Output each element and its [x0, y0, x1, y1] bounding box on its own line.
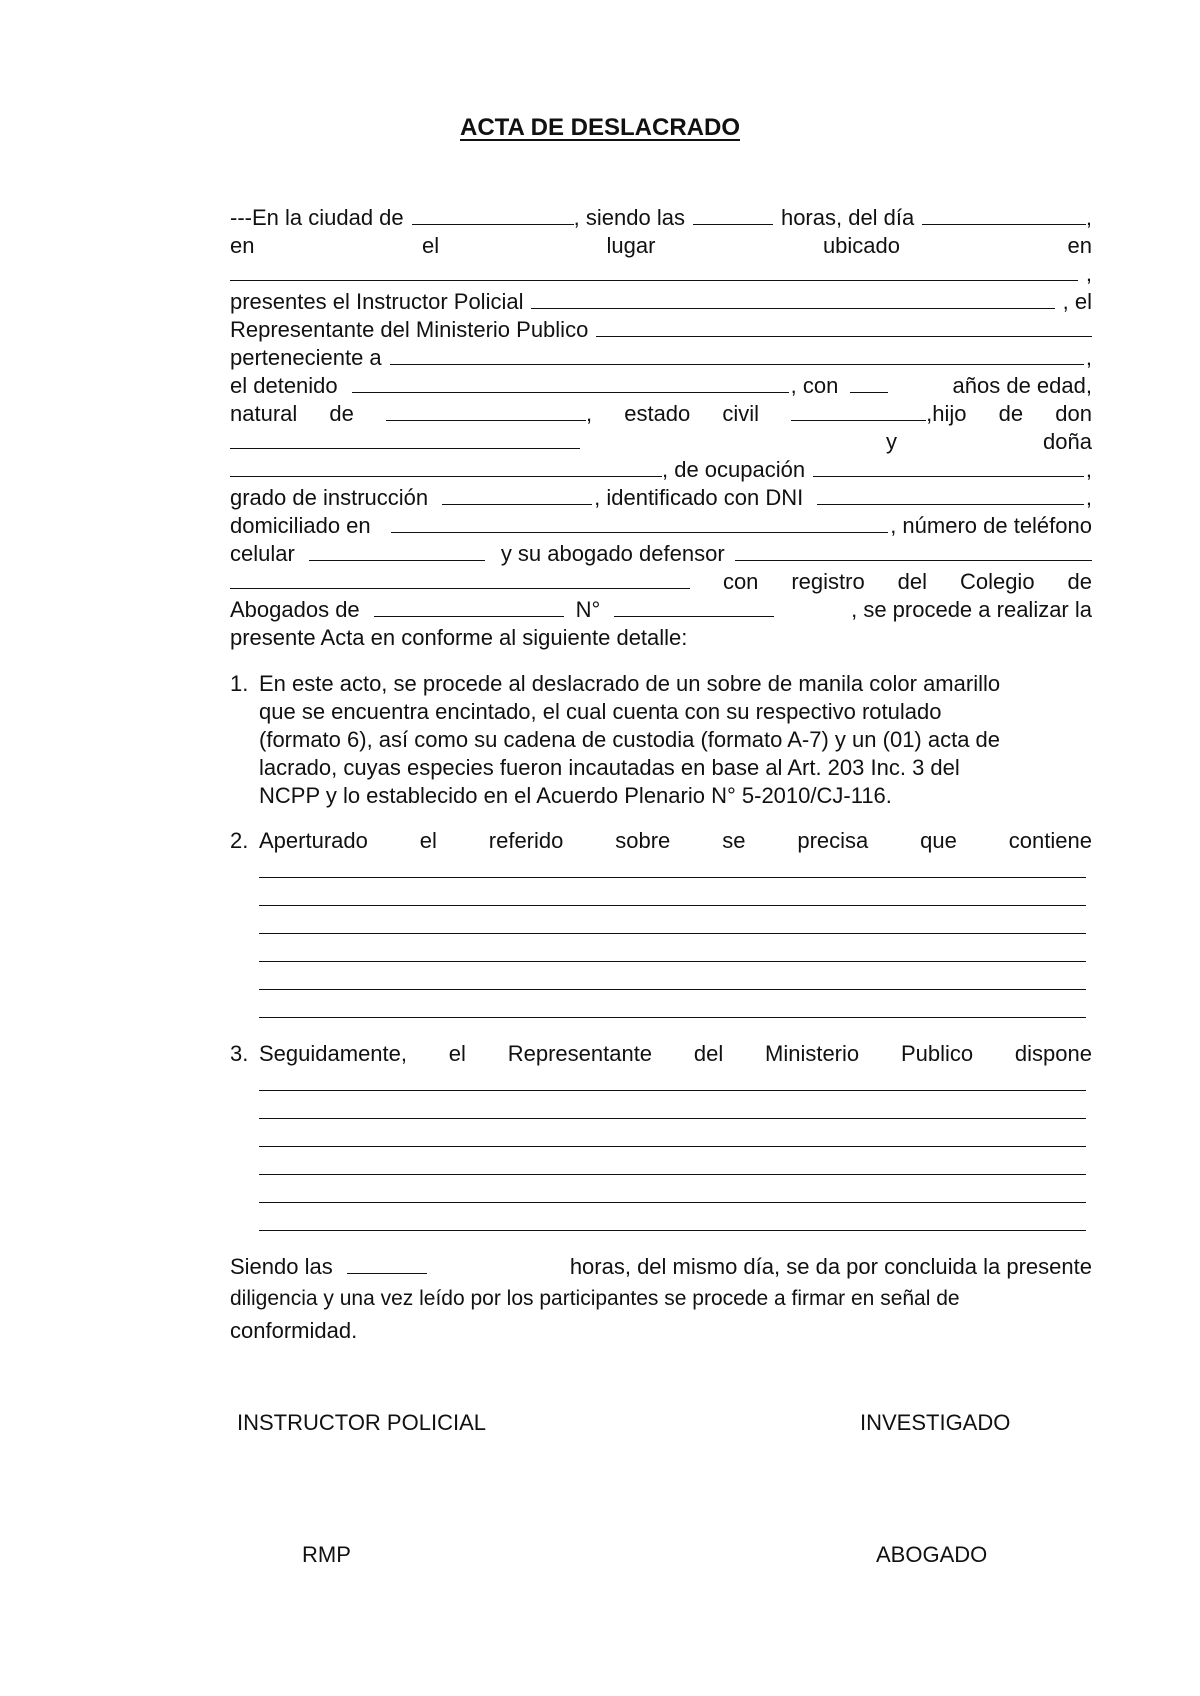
- intro-text: , se procede a realizar la: [851, 597, 1092, 622]
- intro-word: del: [897, 569, 928, 594]
- signature-instructor-label: INSTRUCTOR POLICIAL: [237, 1410, 486, 1435]
- intro-text: grado de instrucción: [230, 485, 429, 510]
- intro-line-10: [230, 456, 1092, 484]
- intro-text: presente Acta en conforme al siguiente detalle:: [230, 625, 688, 650]
- intro-line-12: [230, 512, 1092, 540]
- intro-text: ,: [1085, 261, 1092, 286]
- item-3-word: Seguidamente,: [259, 1041, 407, 1066]
- item-1-line: [259, 670, 1092, 698]
- contents-blank-line[interactable]: [259, 1017, 1086, 1018]
- intro-word: el: [421, 233, 440, 258]
- address-blank[interactable]: [391, 512, 889, 533]
- item-1-text: En este acto, se procede al deslacrado de un sobre de manila color amarillo: [259, 671, 1001, 696]
- intro-text: el detenido: [230, 373, 338, 398]
- item-1-text: NCPP y lo establecido en el Acuerdo Plenario N° 5-2010/CJ-116.: [259, 783, 892, 808]
- intro-word: don: [1055, 401, 1092, 426]
- item-3-number: 3.: [230, 1041, 249, 1066]
- intro-word: en: [1067, 233, 1092, 258]
- item-1-text: (formato 6), así como su cadena de custodia (formato A-7) y un (01) acta de: [259, 727, 1001, 752]
- item-2-word: se: [722, 828, 746, 853]
- occupation-blank[interactable]: [813, 456, 1084, 477]
- item-3-word: el: [448, 1041, 466, 1066]
- closing-text: Siendo las: [230, 1254, 333, 1279]
- intro-text: ,: [1085, 485, 1092, 510]
- intro-word: y: [886, 429, 898, 454]
- contents-blank-line[interactable]: [259, 877, 1086, 878]
- intro-line-3: [230, 260, 1092, 288]
- item-2-word: que: [920, 828, 957, 853]
- intro-line-9: [230, 428, 1092, 456]
- intro-line-14: [230, 568, 1092, 596]
- intro-text: , con: [790, 373, 839, 398]
- closing-text: conformidad.: [230, 1318, 358, 1343]
- hour-blank[interactable]: [693, 204, 773, 225]
- intro-text: ,: [1085, 345, 1092, 370]
- contents-blank-line[interactable]: [259, 989, 1086, 990]
- registration-number-blank[interactable]: [614, 596, 774, 617]
- item-1-line: [259, 782, 1092, 810]
- intro-text: Representante del Ministerio Publico: [230, 317, 589, 342]
- intro-text: ,: [1085, 205, 1092, 230]
- intro-text: N°: [575, 597, 601, 622]
- intro-text: , identificado con DNI: [594, 485, 804, 510]
- intro-line-5: [230, 316, 1092, 344]
- age-blank[interactable]: [850, 372, 888, 393]
- item-2-word: contiene: [1008, 828, 1092, 853]
- closing-line-2: [230, 1285, 1092, 1313]
- contents-blank-line[interactable]: [259, 933, 1086, 934]
- contents-blank-line[interactable]: [259, 961, 1086, 962]
- intro-line-15: [230, 596, 1092, 624]
- intro-word: ubicado: [822, 233, 901, 258]
- intro-text: domiciliado en: [230, 513, 371, 538]
- signature-abogado-label: ABOGADO: [876, 1542, 988, 1567]
- intro-text: , el: [1062, 289, 1092, 314]
- item-2-word: el: [419, 828, 437, 853]
- intro-word: doña: [1043, 429, 1092, 454]
- intro-word: civil: [722, 401, 760, 426]
- defense-lawyer-blank[interactable]: [735, 540, 1092, 561]
- intro-text: Abogados de: [230, 597, 360, 622]
- item-1-text: lacrado, cuyas especies fueron incautadas en base al Art. 203 Inc. 3 del: [259, 755, 960, 780]
- item-2-word: Aperturado: [259, 828, 368, 853]
- document-title: ACTA DE DESLACRADO: [460, 114, 740, 141]
- intro-line-16: [230, 624, 1092, 652]
- item-2-line: [259, 827, 1092, 855]
- location-blank[interactable]: [230, 260, 1078, 281]
- intro-word: Colegio: [959, 569, 1035, 594]
- item-1-line: [259, 698, 1092, 726]
- item-3-line: [259, 1040, 1092, 1068]
- city-blank[interactable]: [412, 204, 574, 225]
- education-blank[interactable]: [442, 484, 592, 505]
- day-blank[interactable]: [922, 204, 1086, 225]
- intro-line-1: [230, 204, 1092, 232]
- intro-word: natural: [230, 401, 298, 426]
- prosecutor-blank[interactable]: [596, 316, 1092, 337]
- intro-text: y su abogado defensor: [500, 541, 725, 566]
- intro-word: de: [329, 401, 354, 426]
- item-2-word: sobre: [615, 828, 671, 853]
- closing-text: diligencia y una vez leído por los participantes se procede a firmar en señal de: [230, 1287, 960, 1310]
- item-2-number: 2.: [230, 828, 249, 853]
- native-of-blank[interactable]: [386, 400, 586, 421]
- item-1-line: [259, 726, 1092, 754]
- disposition-blank-line[interactable]: [259, 1202, 1086, 1203]
- dni-blank[interactable]: [817, 484, 1084, 505]
- disposition-blank-line[interactable]: [259, 1090, 1086, 1091]
- intro-text: ,: [1085, 457, 1092, 482]
- closing-hour-blank[interactable]: [347, 1253, 427, 1274]
- intro-text: , de ocupación: [662, 457, 806, 482]
- item-3-word: Ministerio: [765, 1041, 860, 1066]
- intro-text: perteneciente a: [230, 345, 382, 370]
- intro-text: ---En la ciudad de: [230, 205, 404, 230]
- lawyer-name-blank[interactable]: [230, 568, 690, 589]
- intro-text: , siendo las: [573, 205, 685, 230]
- item-3-word: dispone: [1014, 1041, 1092, 1066]
- intro-text: años de edad,: [952, 373, 1092, 398]
- closing-line-1: [230, 1253, 1092, 1281]
- cellphone-blank[interactable]: [309, 540, 485, 561]
- intro-word: de: [1067, 569, 1092, 594]
- bar-association-blank[interactable]: [374, 596, 564, 617]
- police-instructor-blank[interactable]: [531, 288, 1054, 309]
- intro-line-13: [230, 540, 1092, 568]
- intro-line-2: [230, 232, 1092, 260]
- civil-status-blank[interactable]: [791, 400, 926, 421]
- disposition-blank-line[interactable]: [259, 1174, 1086, 1175]
- mother-name-blank[interactable]: [230, 456, 662, 477]
- signature-rmp-label: RMP: [302, 1542, 351, 1567]
- intro-word: lugar: [606, 233, 656, 258]
- intro-line-11: [230, 484, 1092, 512]
- item-3-word: Representante: [507, 1041, 653, 1066]
- disposition-blank-line[interactable]: [259, 1146, 1086, 1147]
- detainee-blank[interactable]: [352, 372, 789, 393]
- intro-word: con: [722, 569, 759, 594]
- intro-line-7: [230, 372, 1092, 400]
- item-1-text: que se encuentra encintado, el cual cuenta con su respectivo rotulado: [259, 699, 942, 724]
- intro-word: ,hijo: [926, 401, 967, 426]
- belonging-to-blank[interactable]: [390, 344, 1084, 365]
- item-3-word: del: [693, 1041, 724, 1066]
- item-1-number: 1.: [230, 671, 249, 696]
- intro-line-4: [230, 288, 1092, 316]
- intro-word: estado: [624, 401, 691, 426]
- item-1-line: [259, 754, 1092, 782]
- disposition-blank-line[interactable]: [259, 1230, 1086, 1231]
- intro-text: , número de teléfono: [890, 513, 1092, 538]
- intro-text: celular: [230, 541, 295, 566]
- intro-text: presentes el Instructor Policial: [230, 289, 524, 314]
- disposition-blank-line[interactable]: [259, 1118, 1086, 1119]
- closing-line-3: [230, 1317, 1092, 1345]
- intro-line-6: [230, 344, 1092, 372]
- contents-blank-line[interactable]: [259, 905, 1086, 906]
- intro-word: ,: [585, 401, 593, 426]
- native-group: [386, 400, 592, 428]
- signature-investigado-label: INVESTIGADO: [860, 1410, 1011, 1435]
- father-name-blank[interactable]: [230, 428, 580, 449]
- intro-line-8: [230, 400, 1092, 428]
- intro-word: de: [998, 401, 1024, 426]
- item-3-word: Publico: [900, 1041, 974, 1066]
- item-2-word: referido: [488, 828, 564, 853]
- closing-text: horas, del mismo día, se da por concluida la presente: [569, 1254, 1092, 1279]
- item-2-word: precisa: [797, 828, 869, 853]
- civil-status-group: [791, 400, 966, 428]
- intro-text: horas, del día: [780, 205, 915, 230]
- intro-word: registro: [791, 569, 865, 594]
- intro-word: en: [230, 233, 255, 258]
